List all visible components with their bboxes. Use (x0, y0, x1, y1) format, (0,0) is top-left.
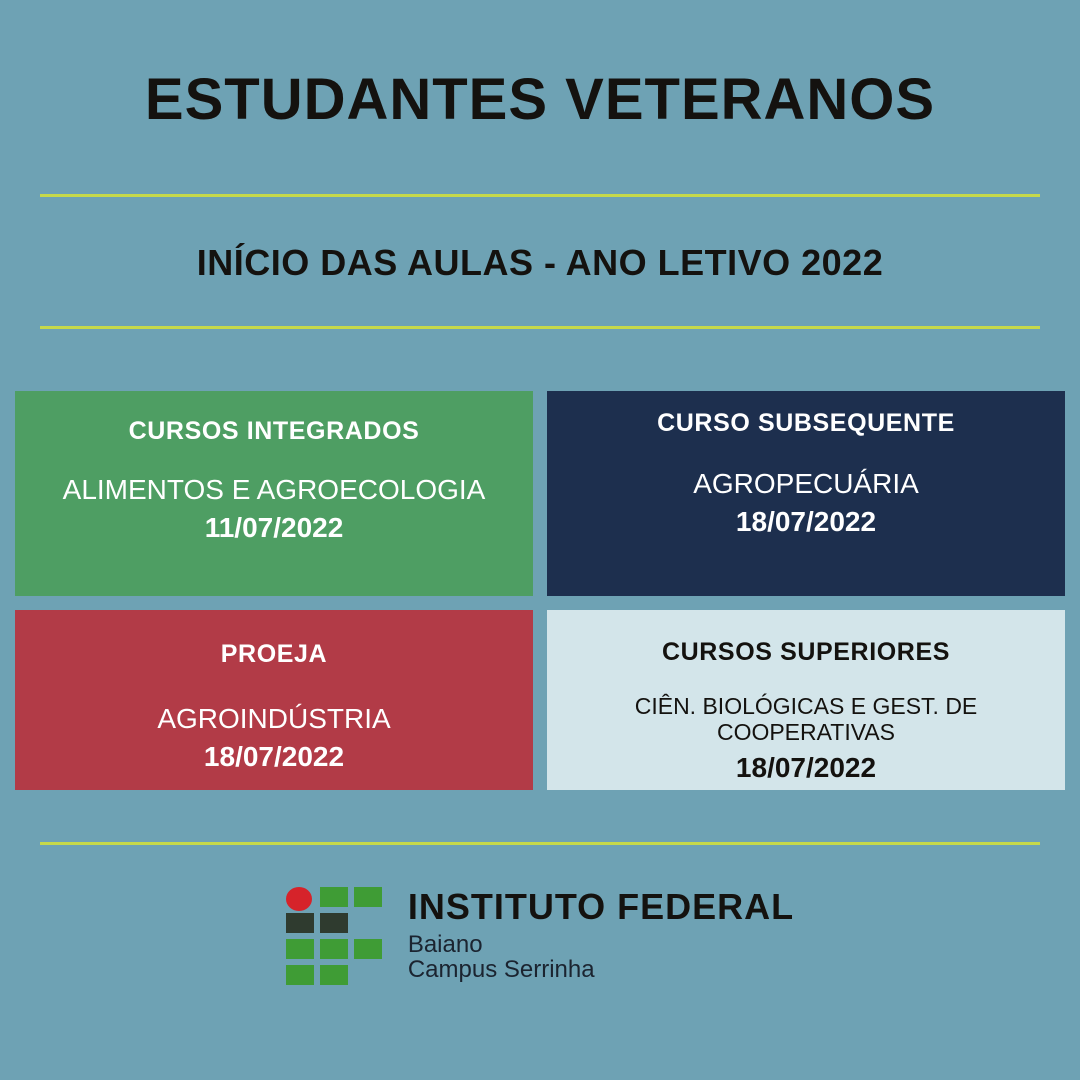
card-course: AGROPECUÁRIA (693, 467, 919, 499)
logo-dot-red (286, 887, 312, 911)
logo-square-green (286, 939, 314, 959)
divider-bottom (40, 842, 1040, 845)
course-card-grid (15, 391, 1065, 790)
card-proeja (15, 610, 533, 790)
logo-square-green (320, 887, 348, 907)
page-title: ESTUDANTES VETERANOS (144, 67, 936, 132)
card-cursos-superiores (547, 610, 1065, 790)
logo-square-empty (354, 913, 382, 933)
card-date: 11/07/2022 (204, 511, 344, 543)
divider-top (40, 194, 1040, 197)
logo-square-green (286, 965, 314, 985)
logo-square-green (354, 939, 382, 959)
logo-square-empty (354, 965, 382, 985)
card-course: CIÊN. BIOLÓGICAS E GEST. DE COOPERATIVAS (634, 692, 978, 746)
card-date: 18/07/2022 (735, 751, 877, 783)
card-title: PROEJA (220, 639, 328, 668)
card-cursos-integrados (15, 391, 533, 596)
card-course: ALIMENTOS E AGROECOLOGIA (62, 473, 486, 505)
card-curso-subsequente (547, 391, 1065, 596)
card-title: CURSO SUBSEQUENTE (657, 408, 955, 437)
logo-line-1: INSTITUTO FEDERAL (407, 885, 795, 927)
logo-line-2: Baiano (407, 930, 483, 958)
logo-square-dark (286, 913, 314, 933)
logo-square-green (354, 887, 382, 907)
card-title: CURSOS SUPERIORES (661, 637, 951, 666)
logo-square-dark (320, 913, 348, 933)
divider-middle (40, 326, 1040, 329)
card-course: AGROINDÚSTRIA (157, 702, 391, 734)
card-title: CURSOS INTEGRADOS (128, 416, 420, 445)
logo-line-3: Campus Serrinha (407, 955, 595, 983)
logo-square-green (320, 965, 348, 985)
logo-square-green (320, 939, 348, 959)
page-subtitle: INÍCIO DAS AULAS - ANO LETIVO 2022 (196, 241, 884, 283)
institution-logo (286, 887, 794, 983)
logo-wordmark (407, 885, 795, 983)
if-grid-icon (286, 887, 382, 983)
card-date: 18/07/2022 (735, 505, 877, 537)
card-date: 18/07/2022 (203, 740, 345, 772)
